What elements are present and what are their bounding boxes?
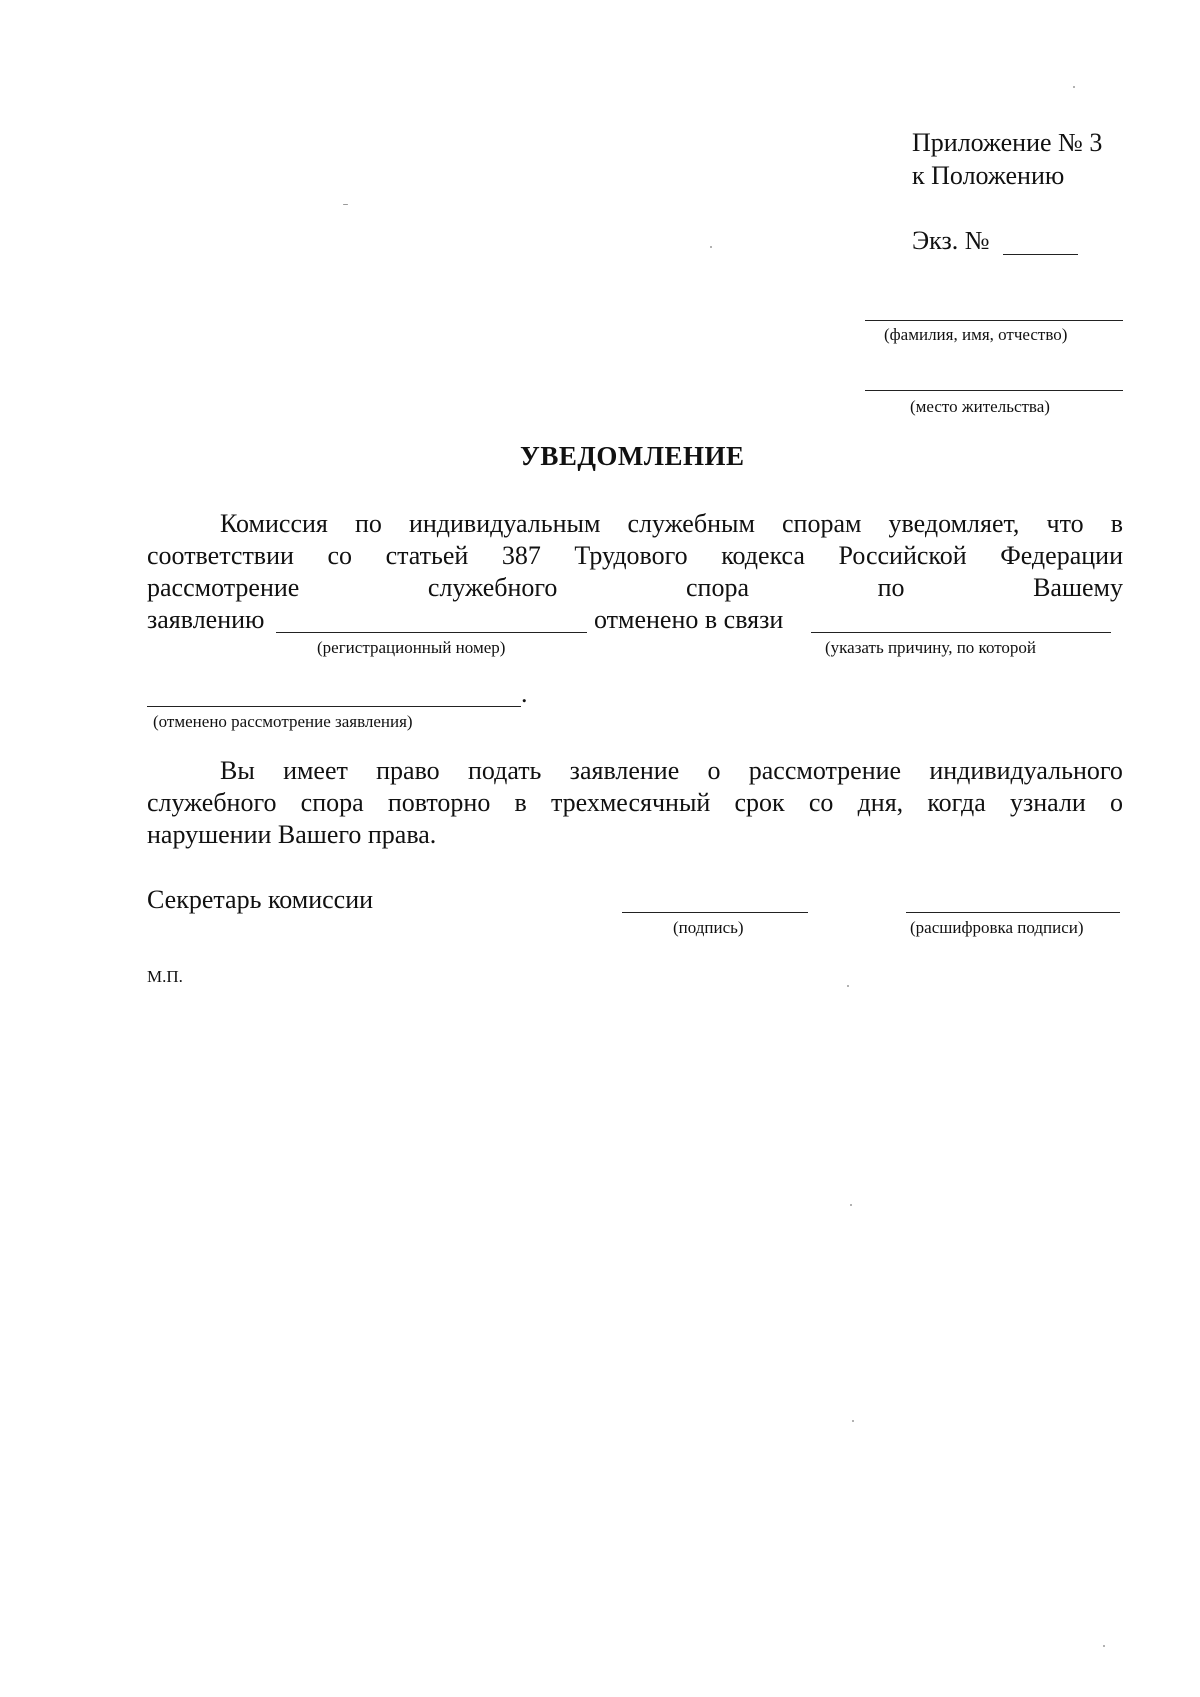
word: узнали (1009, 788, 1086, 817)
paragraph1-line4-middle: отменено в связи (594, 605, 784, 634)
residence-line (865, 390, 1123, 391)
fullname-line (865, 320, 1123, 321)
word: спора (685, 573, 749, 602)
appendix-number: Приложение № 3 (912, 128, 1103, 157)
word: кодекса (721, 541, 805, 570)
word: уведомляет, (888, 509, 1020, 538)
paragraph2-line1 (220, 755, 1123, 787)
word: 387 (501, 541, 541, 570)
word: в (1110, 509, 1123, 538)
word: статьей (385, 541, 469, 570)
scan-speck (710, 246, 712, 248)
word: рассмотрение (748, 756, 902, 785)
word: спора (300, 788, 364, 817)
word: служебным (627, 509, 755, 538)
word: индивидуальным (408, 509, 601, 538)
word: соответствии (147, 541, 294, 570)
paragraph1-line5-period: . (521, 679, 528, 708)
scan-speck (343, 204, 348, 205)
word: Трудового (574, 541, 688, 570)
word: имеет (283, 756, 348, 785)
word: о (707, 756, 721, 785)
word: что (1046, 509, 1084, 538)
word: Вы (220, 756, 255, 785)
word: дня, (857, 788, 904, 817)
fullname-caption: (фамилия, имя, отчество) (884, 325, 1068, 344)
word: в (514, 788, 527, 817)
reason-caption-continued: (отменено рассмотрение заявления) (153, 712, 413, 731)
paragraph1-line1 (220, 508, 1123, 540)
scan-speck (850, 1204, 852, 1206)
word: право (376, 756, 440, 785)
scan-speck (1073, 86, 1075, 88)
word: по (877, 573, 905, 602)
paragraph1-line3 (147, 572, 1123, 604)
word: Вашему (1033, 573, 1123, 602)
signature-line (622, 912, 808, 913)
document-title: УВЕДОМЛЕНИЕ (520, 441, 745, 471)
stamp-place: М.П. (147, 967, 183, 986)
word: служебного (147, 788, 277, 817)
word: повторно (387, 788, 491, 817)
copy-number-label: Экз. № (912, 226, 990, 255)
word: со (327, 541, 353, 570)
appendix-reference: к Положению (912, 161, 1065, 190)
paragraph1-line2 (147, 540, 1123, 572)
word: трехмесячный (550, 788, 711, 817)
scan-speck (847, 985, 849, 987)
word: когда (927, 788, 986, 817)
reg-number-blank (276, 632, 587, 633)
word: со (808, 788, 834, 817)
paragraph2-line3: нарушении Вашего права. (147, 820, 437, 849)
word: рассмотрение (147, 573, 300, 602)
word: Комиссия (220, 509, 328, 538)
reg-number-caption: (регистрационный номер) (317, 638, 506, 657)
signature-caption: (подпись) (673, 918, 744, 937)
signature-decode-caption: (расшифровка подписи) (910, 918, 1084, 937)
word: спорам (782, 509, 862, 538)
word: заявление (569, 756, 680, 785)
word: по (354, 509, 382, 538)
paragraph2-line2 (147, 787, 1123, 819)
copy-number-line (1003, 254, 1078, 255)
secretary-label: Секретарь комиссии (147, 885, 374, 914)
word: о (1110, 788, 1123, 817)
word: Российской (838, 541, 967, 570)
word: индивидуального (929, 756, 1123, 785)
reason-continuation-blank (147, 706, 521, 707)
word: подать (467, 756, 542, 785)
paragraph1-line4-start: заявлению (147, 605, 265, 634)
residence-caption: (место жительства) (910, 397, 1050, 416)
scan-speck (1103, 1645, 1105, 1647)
word: служебного (427, 573, 558, 602)
scan-speck (852, 1420, 854, 1422)
signature-decode-line (906, 912, 1120, 913)
reason-blank (811, 632, 1111, 633)
reason-caption: (указать причину, по которой (825, 638, 1037, 657)
word: Федерации (1000, 541, 1123, 570)
word: срок (734, 788, 785, 817)
